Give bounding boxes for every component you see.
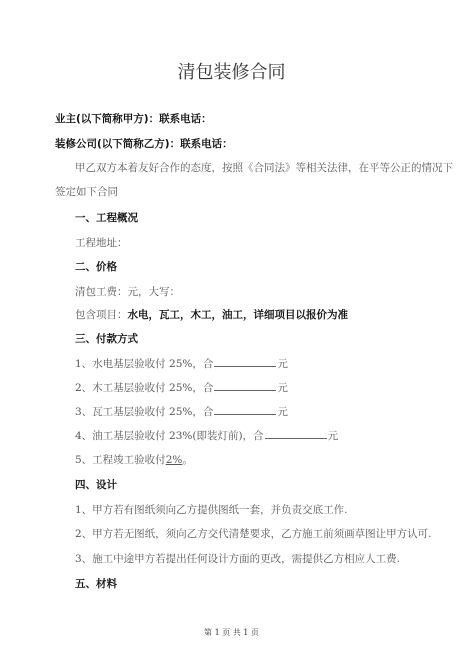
blank-line: [265, 428, 327, 439]
final-payment-percent: 2%: [165, 454, 183, 466]
payment-item-2: 2、木工基层验收付 25%，合 元: [75, 382, 288, 394]
payment-item-3: 3、瓦工基层验收付 25%，合 元: [75, 406, 288, 418]
blank-line: [214, 380, 276, 391]
included-items-label: 包含项目：: [75, 309, 128, 321]
document-title: 清包装修合同: [177, 62, 286, 83]
intro-line-1: 甲乙双方本着友好合作的态度，按照《合同法》等相关法律，在平等公正的情况下: [75, 162, 453, 174]
party-b-line: 装修公司(以下简称乙方)：联系电话：: [55, 138, 233, 150]
design-item-3: 3、施工中途甲方若提出任何设计方面的更改，需提供乙方相应人工费.: [75, 553, 401, 565]
included-items-value: 水电，瓦工，木工，油工，详细项目以报价为准: [127, 309, 348, 321]
section-heading-design: 四、设计: [75, 479, 117, 491]
project-address-line: 工程地址：: [75, 237, 128, 249]
labor-fee-line: 清包工费：元，大写：: [75, 286, 180, 298]
included-items-line: [75, 307, 348, 322]
section-heading-materials: 五、材料: [75, 578, 117, 590]
page-footer: 第 1 页 共 1 页: [204, 628, 259, 637]
blank-line: [214, 356, 276, 367]
section-heading-price: 二、价格: [75, 261, 117, 273]
intro-line-2: 签定如下合同: [55, 186, 118, 198]
design-item-1: 1、甲方若有图纸须向乙方提供图纸一套，并负责交底工作.: [75, 504, 348, 516]
section-heading-project: 一、工程概况: [75, 212, 138, 224]
payment-item-5: 5、工程竣工验收付2%。: [75, 454, 193, 466]
payment-item-4: 4、油工基层验收付 23%(即装灯前)，合 元: [75, 430, 339, 442]
blank-line: [214, 404, 276, 415]
design-item-2: 2、甲方若无图纸，须向乙方交代清楚要求，乙方施工前须画草图让甲方认可.: [75, 528, 432, 540]
section-heading-payment: 三、付款方式: [75, 333, 138, 345]
payment-item-1: 1、水电基层验收付 25%，合 元: [75, 358, 288, 370]
party-a-line: 业主(以下简称甲方)：联系电话：: [55, 113, 212, 125]
